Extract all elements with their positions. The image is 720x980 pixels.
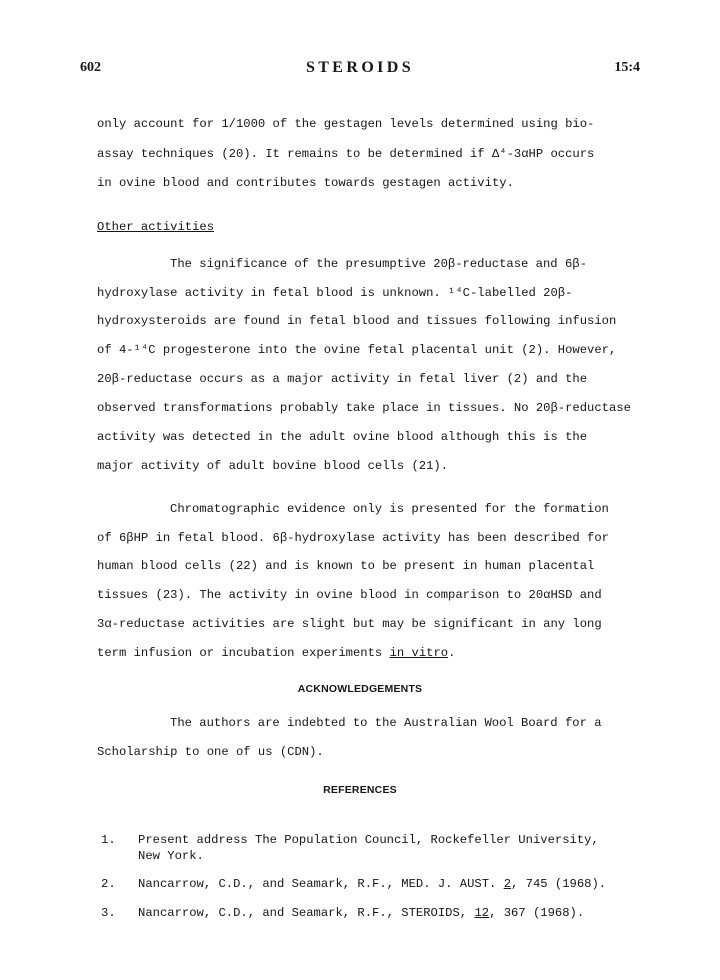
reference-volume: 2 (503, 877, 512, 891)
text-line: in ovine blood and contributes towards gestagen activity. (97, 176, 514, 190)
reference-text: Nancarrow, C.D., and Seamark, R.F., MED. J. AUST. 2, 745 (1968). (138, 877, 607, 891)
text-line: major activity of adult bovine blood cells (21). (97, 459, 449, 473)
page-number: 602 (80, 60, 101, 75)
reference-text: New York. (138, 849, 204, 863)
text-line: 20β-reductase occurs as a major activity in fetal liver (2) and the (97, 372, 588, 386)
text-line: Scholarship to one of us (CDN). (97, 745, 324, 759)
reference-number: 1. (101, 833, 116, 847)
section-heading-references: REFERENCES (323, 784, 397, 796)
section-heading-acknowledgements: ACKNOWLEDGEMENTS (297, 683, 423, 695)
text-line: Chromatographic evidence only is presented for the formation (170, 502, 609, 516)
reference-number: 2. (101, 877, 116, 891)
text-line: of 4-¹⁴C progesterone into the ovine fetal placental unit (2). However, (97, 343, 617, 357)
journal-title: STEROIDS (305, 59, 415, 76)
text-line: only account for 1/1000 of the gestagen levels determined using bio- (97, 117, 595, 131)
section-heading-other-activities: Other activities (97, 220, 215, 234)
text-line: human blood cells (22) and is known to be present in human placental (97, 559, 595, 573)
reference-number: 3. (101, 906, 116, 920)
text-line: tissues (23). The activity in ovine blood in comparison to 20αHSD and (97, 588, 602, 602)
text-line: of 6βHP in fetal blood. 6β-hydroxylase activity has been described for (97, 531, 609, 545)
emphasis-in-vitro: in vitro (389, 646, 449, 660)
text-line: assay techniques (20). It remains to be determined if Δ⁴-3αHP occurs (97, 147, 595, 161)
reference-text: Nancarrow, C.D., and Seamark, R.F., STEROIDS, 12, 367 (1968). (138, 906, 585, 920)
text-line: hydroxylase activity in fetal blood is unknown. ¹⁴C-labelled 20β- (97, 286, 573, 300)
reference-volume: 12 (474, 906, 490, 920)
text-line: observed transformations probably take place in tissues. No 20β-reductase (97, 401, 631, 415)
text-line: activity was detected in the adult ovine blood although this is the (97, 430, 588, 444)
reference-text: Present address The Population Council, Rockefeller University, (138, 833, 599, 847)
text-line: hydroxysteroids are found in fetal blood and tissues following infusion (97, 314, 617, 328)
text-line: 3α-reductase activities are slight but may be significant in any long (97, 617, 602, 631)
text-line: The significance of the presumptive 20β-reductase and 6β- (170, 257, 587, 271)
issue-number: 15:4 (614, 60, 640, 75)
text-line: The authors are indebted to the Australian Wool Board for a (170, 716, 602, 730)
text-line: term infusion or incubation experiments in vitro. (97, 646, 456, 660)
